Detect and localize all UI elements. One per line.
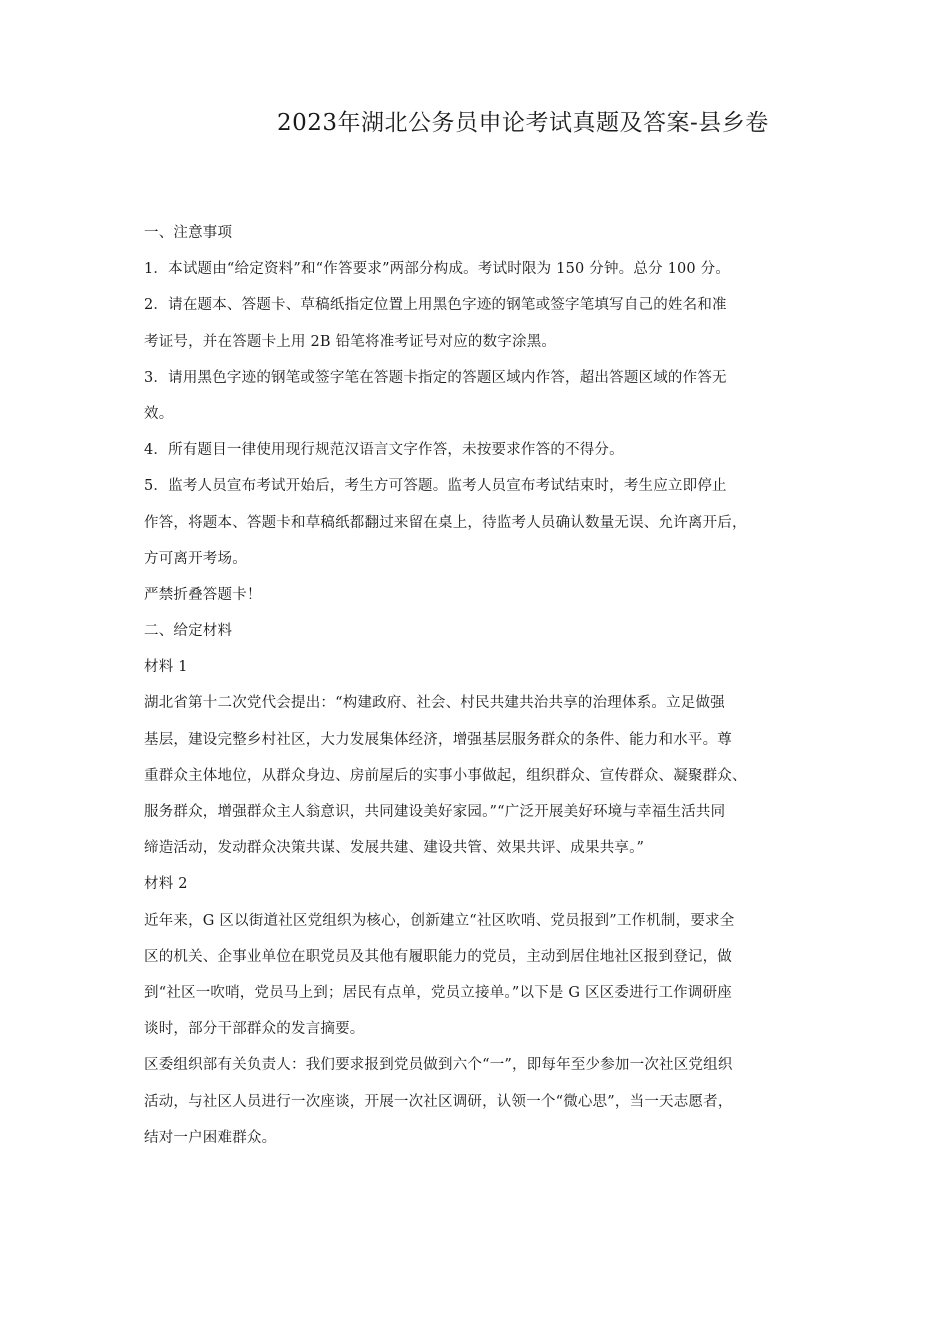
paragraph-line: 湖北省第十二次党代会提出：“构建政府、社会、村民共建共治共享的治理体系。立足做强 <box>144 695 725 712</box>
paragraph-line: 效。 <box>144 405 174 422</box>
document-title: 2023年湖北公务员申论考试真题及答案-县乡卷 <box>277 110 769 136</box>
paragraph-line: 到“社区一吹哨，党员马上到；居民有点单，党员立接单。”以下是 G 区区委进行工作调研座 <box>144 984 732 1001</box>
section-heading-materials: 二、给定材料 <box>144 623 233 640</box>
material-heading: 材料 1 <box>144 659 188 676</box>
paragraph-line: 1．本试题由“给定资料”和“作答要求”两部分构成。考试时限为 150 分钟。总分 100 分。 <box>144 261 731 278</box>
material-heading: 材料 2 <box>144 876 188 893</box>
paragraph-line: 考证号，并在答题卡上用 2B 铅笔将准考证号对应的数字涂黑。 <box>144 333 557 350</box>
paragraph-line: 基层，建设完整乡村社区，大力发展集体经济，增强基层服务群众的条件、能力和水平。尊 <box>144 731 732 748</box>
paragraph-line: 5．监考人员宣布考试开始后，考生方可答题。监考人员宣布考试结束时，考生应立即停止 <box>144 478 727 495</box>
paragraph-line: 2．请在题本、答题卡、草稿纸指定位置上用黑色字迹的钢笔或签字笔填写自己的姓名和准 <box>144 297 727 314</box>
paragraph-line: 区委组织部有关负责人：我们要求报到党员做到六个“一”，即每年至少参加一次社区党组织 <box>144 1057 733 1074</box>
paragraph-line: 区的机关、企事业单位在职党员及其他有履职能力的党员，主动到居住地社区报到登记，做 <box>144 948 732 965</box>
section-heading-notes: 一、注意事项 <box>144 225 233 241</box>
paragraph-line: 方可离开考场。 <box>144 550 247 567</box>
paragraph-line: 结对一户困难群众。 <box>144 1129 277 1146</box>
paragraph-line: 4．所有题目一律使用现行规范汉语言文字作答，未按要求作答的不得分。 <box>144 442 624 459</box>
warning-line: 严禁折叠答题卡！ <box>144 586 262 603</box>
paragraph-line: 服务群众，增强群众主人翁意识，共同建设美好家园。”“广泛开展美好环境与幸福生活共同 <box>144 804 726 820</box>
paragraph-line: 作答，将题本、答题卡和草稿纸都翻过来留在桌上，待监考人员确认数量无误、允许离开后， <box>144 514 747 531</box>
paragraph-line: 谈时，部分干部群众的发言摘要。 <box>144 1021 365 1038</box>
paragraph-line: 近年来，G 区以街道社区党组织为核心，创新建立“社区吹哨、党员报到”工作机制，要求全 <box>144 912 735 929</box>
paragraph-line: 3．请用黑色字迹的钢笔或签字笔在答题卡指定的答题区域内作答，超出答题区域的作答无 <box>144 369 727 386</box>
document-body <box>144 224 844 1165</box>
paragraph-line: 活动，与社区人员进行一次座谈，开展一次社区调研，认领一个“微心思”，当一天志愿者， <box>144 1093 733 1110</box>
paragraph-line: 缔造活动，发动群众决策共谋、发展共建、建设共管、效果共评、成果共享。” <box>144 840 645 857</box>
paragraph-line: 重群众主体地位，从群众身边、房前屋后的实事小事做起，组织群众、宣传群众、凝聚群众、 <box>144 767 747 784</box>
